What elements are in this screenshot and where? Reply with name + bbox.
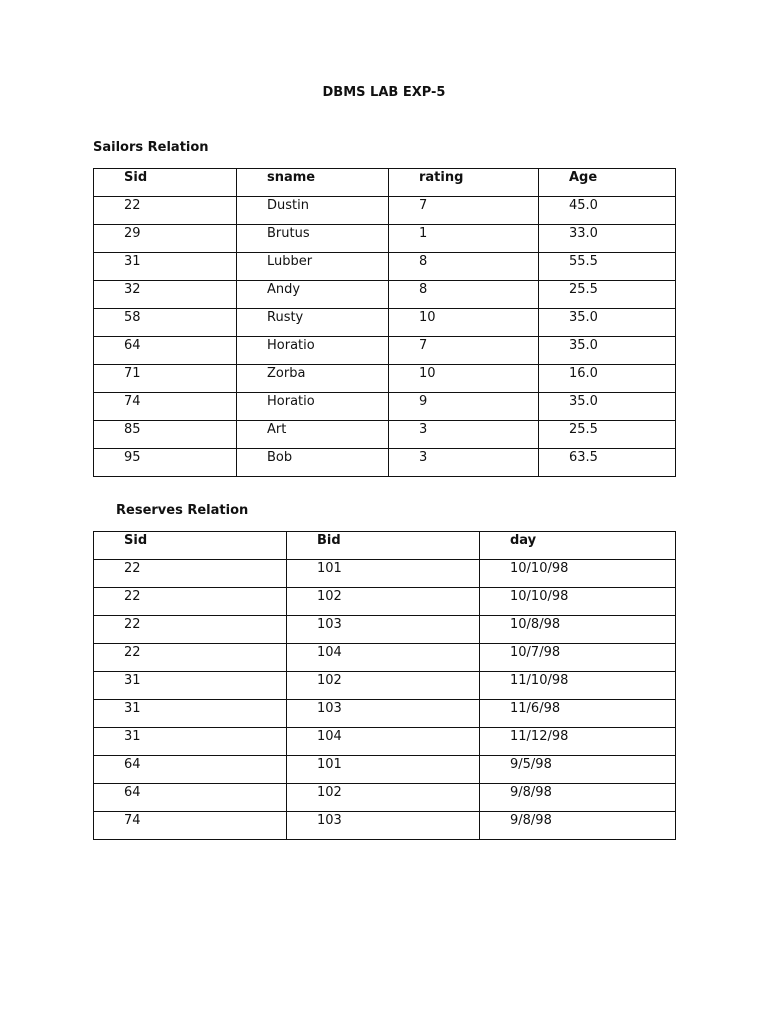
table-cell: 85	[94, 421, 237, 449]
table-cell: 103	[287, 616, 480, 644]
table-cell: 71	[94, 365, 237, 393]
table-cell: Andy	[237, 281, 389, 309]
column-header-age: Age	[539, 169, 676, 197]
table-cell: 102	[287, 672, 480, 700]
sailors-header-row	[94, 169, 676, 197]
table-cell: 35.0	[539, 337, 676, 365]
table-cell: 22	[94, 197, 237, 225]
table-cell: 9/8/98	[480, 784, 676, 812]
table-cell: Horatio	[237, 337, 389, 365]
table-cell: 101	[287, 756, 480, 784]
table-cell: 8	[389, 253, 539, 281]
table-cell: 16.0	[539, 365, 676, 393]
table-cell: 64	[94, 784, 287, 812]
table-cell: 58	[94, 309, 237, 337]
column-header-sid: Sid	[94, 169, 237, 197]
table-cell: 31	[94, 700, 287, 728]
reserves-header-row	[94, 532, 676, 560]
reserves-heading: Reserves Relation	[116, 503, 249, 518]
table-cell: 104	[287, 644, 480, 672]
table-cell: 9/5/98	[480, 756, 676, 784]
table-cell: 10/10/98	[480, 560, 676, 588]
table-cell: 103	[287, 700, 480, 728]
table-cell: 33.0	[539, 225, 676, 253]
table-cell: Brutus	[237, 225, 389, 253]
table-cell: 31	[94, 672, 287, 700]
table-cell: 10/7/98	[480, 644, 676, 672]
table-cell: 45.0	[539, 197, 676, 225]
table-row	[94, 253, 676, 281]
sailors-table	[93, 168, 676, 477]
table-cell: 11/6/98	[480, 700, 676, 728]
table-cell: 64	[94, 337, 237, 365]
page-title: DBMS LAB EXP-5	[322, 85, 446, 100]
table-row	[94, 812, 676, 840]
table-cell: 31	[94, 728, 287, 756]
column-header-rating: rating	[389, 169, 539, 197]
table-row	[94, 421, 676, 449]
table-cell: 35.0	[539, 309, 676, 337]
table-cell: Rusty	[237, 309, 389, 337]
column-header-bid: Bid	[287, 532, 480, 560]
table-cell: 74	[94, 393, 237, 421]
table-cell: 7	[389, 197, 539, 225]
table-cell: Dustin	[237, 197, 389, 225]
table-cell: Bob	[237, 449, 389, 477]
table-cell: 102	[287, 784, 480, 812]
table-row	[94, 365, 676, 393]
table-cell: 11/10/98	[480, 672, 676, 700]
table-cell: 10	[389, 309, 539, 337]
table-cell: 22	[94, 588, 287, 616]
table-cell: 1	[389, 225, 539, 253]
table-cell: 22	[94, 644, 287, 672]
table-cell: 8	[389, 281, 539, 309]
table-cell: 9	[389, 393, 539, 421]
table-cell: 11/12/98	[480, 728, 676, 756]
table-cell: 35.0	[539, 393, 676, 421]
table-row	[94, 616, 676, 644]
column-header-day: day	[480, 532, 676, 560]
column-header-sname: sname	[237, 169, 389, 197]
column-header-sid: Sid	[94, 532, 287, 560]
table-cell: Zorba	[237, 365, 389, 393]
table-row	[94, 672, 676, 700]
table-cell: 104	[287, 728, 480, 756]
table-row	[94, 225, 676, 253]
table-cell: 7	[389, 337, 539, 365]
table-row	[94, 449, 676, 477]
table-cell: 22	[94, 616, 287, 644]
table-cell: 32	[94, 281, 237, 309]
table-cell: 31	[94, 253, 237, 281]
table-cell: 3	[389, 449, 539, 477]
table-cell: 103	[287, 812, 480, 840]
table-cell: 63.5	[539, 449, 676, 477]
table-row	[94, 728, 676, 756]
table-cell: 10/10/98	[480, 588, 676, 616]
table-cell: 3	[389, 421, 539, 449]
table-row	[94, 644, 676, 672]
table-cell: 29	[94, 225, 237, 253]
table-row	[94, 309, 676, 337]
table-cell: 10/8/98	[480, 616, 676, 644]
table-cell: 22	[94, 560, 287, 588]
table-cell: 25.5	[539, 281, 676, 309]
table-cell: 102	[287, 588, 480, 616]
reserves-table	[93, 531, 676, 840]
table-row	[94, 281, 676, 309]
table-row	[94, 784, 676, 812]
table-row	[94, 700, 676, 728]
table-row	[94, 197, 676, 225]
table-row	[94, 560, 676, 588]
table-row	[94, 588, 676, 616]
table-cell: 95	[94, 449, 237, 477]
table-cell: 25.5	[539, 421, 676, 449]
table-cell: Horatio	[237, 393, 389, 421]
table-row	[94, 756, 676, 784]
table-cell: 10	[389, 365, 539, 393]
table-cell: Art	[237, 421, 389, 449]
table-cell: 74	[94, 812, 287, 840]
table-cell: 9/8/98	[480, 812, 676, 840]
sailors-heading: Sailors Relation	[93, 140, 209, 155]
table-cell: 101	[287, 560, 480, 588]
table-cell: Lubber	[237, 253, 389, 281]
table-cell: 64	[94, 756, 287, 784]
table-row	[94, 337, 676, 365]
table-cell: 55.5	[539, 253, 676, 281]
table-row	[94, 393, 676, 421]
